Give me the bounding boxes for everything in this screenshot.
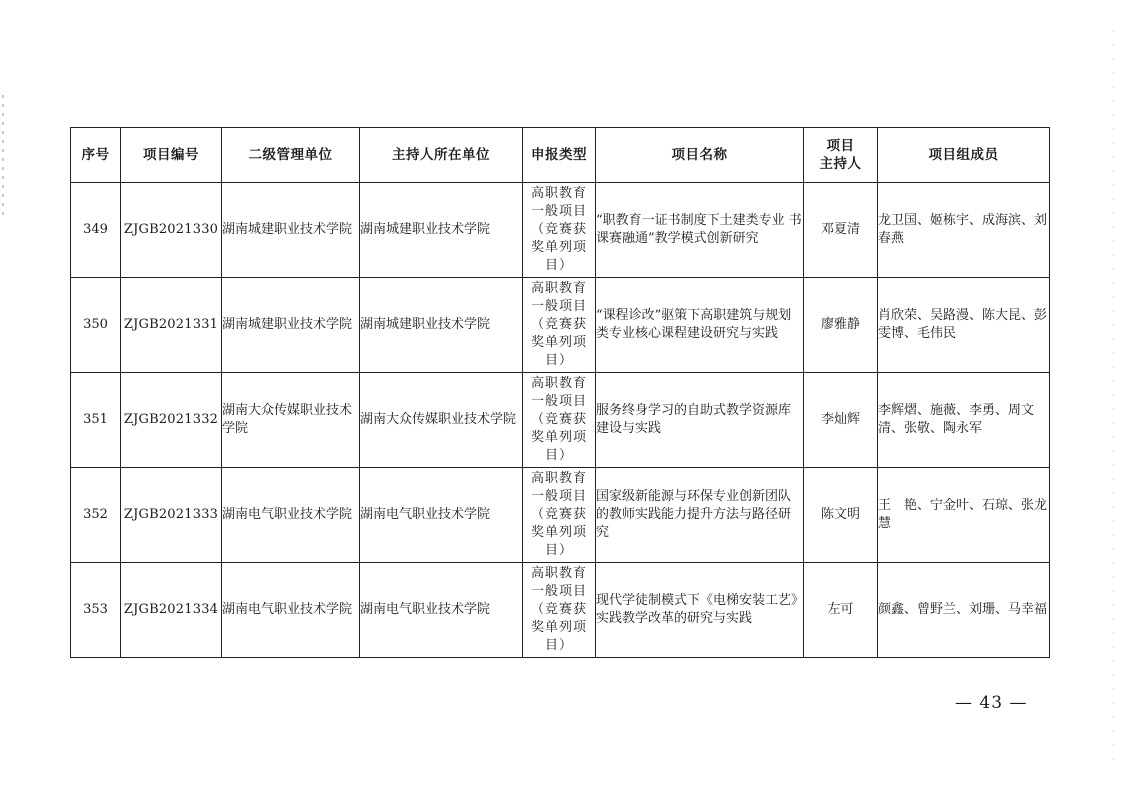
cell-host-unit: 湖南电气职业技术学院 xyxy=(360,563,523,658)
cell-type-line: 一般项目 xyxy=(530,584,587,599)
scan-edge-mark-left xyxy=(2,95,4,215)
cell-code: ZJGB2021331 xyxy=(121,278,222,373)
cell-host-unit: 湖南大众传媒职业技术学院 xyxy=(360,373,523,468)
cell-mgmt-unit: 湖南大众传媒职业技术学院 xyxy=(222,373,360,468)
cell-host-unit: 湖南城建职业技术学院 xyxy=(360,183,523,278)
cell-members: 龙卫国、姬栋宇、成海滨、刘春燕 xyxy=(878,183,1050,278)
header-leader-line1: 项目 xyxy=(826,138,855,154)
cell-type-line: 一般项目 xyxy=(530,489,587,504)
cell-seq: 352 xyxy=(71,468,121,563)
header-name: 项目名称 xyxy=(596,128,804,183)
header-host-unit: 主持人所在单位 xyxy=(360,128,523,183)
table-row xyxy=(71,373,1050,468)
cell-type-line: 目） xyxy=(544,258,573,273)
cell-type-line: 一般项目 xyxy=(530,299,587,314)
cell-type xyxy=(523,468,596,563)
cell-type-line: 高职教育 xyxy=(530,281,587,296)
cell-mgmt-unit: 湖南城建职业技术学院 xyxy=(222,278,360,373)
cell-code: ZJGB2021332 xyxy=(121,373,222,468)
cell-members: 李辉熠、施薇、李勇、周文清、张敬、陶永军 xyxy=(878,373,1050,468)
cell-type xyxy=(523,563,596,658)
header-seq: 序号 xyxy=(71,128,121,183)
header-mgmt-unit: 二级管理单位 xyxy=(222,128,360,183)
cell-host-unit: 湖南电气职业技术学院 xyxy=(360,468,523,563)
cell-code: ZJGB2021334 xyxy=(121,563,222,658)
cell-type-line: 目） xyxy=(544,448,573,463)
cell-seq: 351 xyxy=(71,373,121,468)
cell-seq: 353 xyxy=(71,563,121,658)
cell-type-line: 高职教育 xyxy=(530,566,587,581)
cell-type-line: 奖单列项 xyxy=(530,525,587,540)
cell-type-line: （竞赛获 xyxy=(530,222,587,237)
cell-type-line: 高职教育 xyxy=(530,376,587,391)
cell-type xyxy=(523,278,596,373)
cell-mgmt-unit: 湖南电气职业技术学院 xyxy=(222,563,360,658)
cell-mgmt-unit: 湖南城建职业技术学院 xyxy=(222,183,360,278)
cell-members: 肖欣荣、吴路漫、陈大昆、彭雯博、毛伟民 xyxy=(878,278,1050,373)
cell-code: ZJGB2021330 xyxy=(121,183,222,278)
cell-project-name: “职教育一证书制度下土建类专业 书课赛融通”教学模式创新研究 xyxy=(596,183,804,278)
cell-leader: 陈文明 xyxy=(804,468,878,563)
cell-type-line: 奖单列项 xyxy=(530,240,587,255)
table-header-row xyxy=(71,128,1050,183)
cell-code: ZJGB2021333 xyxy=(121,468,222,563)
header-leader xyxy=(804,128,878,183)
cell-seq: 349 xyxy=(71,183,121,278)
header-code: 项目编号 xyxy=(121,128,222,183)
table-row xyxy=(71,183,1050,278)
table-row xyxy=(71,563,1050,658)
cell-leader: 廖雅静 xyxy=(804,278,878,373)
table-row xyxy=(71,468,1050,563)
cell-leader: 李灿辉 xyxy=(804,373,878,468)
header-members: 项目组成员 xyxy=(878,128,1050,183)
table-row xyxy=(71,278,1050,373)
cell-members: 颜鑫、曾野兰、刘珊、马幸福 xyxy=(878,563,1050,658)
cell-mgmt-unit: 湖南电气职业技术学院 xyxy=(222,468,360,563)
cell-type-line: 奖单列项 xyxy=(530,620,587,635)
scan-edge-mark-right xyxy=(1113,30,1114,770)
cell-project-name: 国家级新能源与环保专业创新团队的教师实践能力提升方法与路径研究 xyxy=(596,468,804,563)
cell-type-line: 一般项目 xyxy=(530,394,587,409)
cell-project-name: 服务终身学习的自助式教学资源库建设与实践 xyxy=(596,373,804,468)
project-table xyxy=(70,127,1050,658)
cell-type xyxy=(523,373,596,468)
cell-type-line: （竞赛获 xyxy=(530,602,587,617)
cell-type-line: 一般项目 xyxy=(530,204,587,219)
cell-type-line: 奖单列项 xyxy=(530,335,587,350)
cell-type-line: （竞赛获 xyxy=(530,412,587,427)
cell-type-line: 奖单列项 xyxy=(530,430,587,445)
header-type: 申报类型 xyxy=(523,128,596,183)
cell-members: 王 艳、宁金叶、石琼、张龙慧 xyxy=(878,468,1050,563)
cell-type-line: 高职教育 xyxy=(530,186,587,201)
cell-type xyxy=(523,183,596,278)
cell-type-line: （竞赛获 xyxy=(530,507,587,522)
cell-host-unit: 湖南城建职业技术学院 xyxy=(360,278,523,373)
cell-leader: 左可 xyxy=(804,563,878,658)
page-number: — 43 — xyxy=(955,693,1028,713)
cell-leader: 邓夏清 xyxy=(804,183,878,278)
cell-type-line: 高职教育 xyxy=(530,471,587,486)
cell-project-name: “课程诊改”驱策下高职建筑与规划类专业核心课程建设研究与实践 xyxy=(596,278,804,373)
cell-type-line: 目） xyxy=(544,353,573,368)
cell-type-line: 目） xyxy=(544,638,573,653)
cell-project-name: 现代学徒制模式下《电梯安装工艺》实践教学改革的研究与实践 xyxy=(596,563,804,658)
table-body xyxy=(71,183,1050,658)
cell-seq: 350 xyxy=(71,278,121,373)
cell-type-line: （竞赛获 xyxy=(530,317,587,332)
header-leader-line2: 主持人 xyxy=(819,156,862,172)
cell-type-line: 目） xyxy=(544,543,573,558)
